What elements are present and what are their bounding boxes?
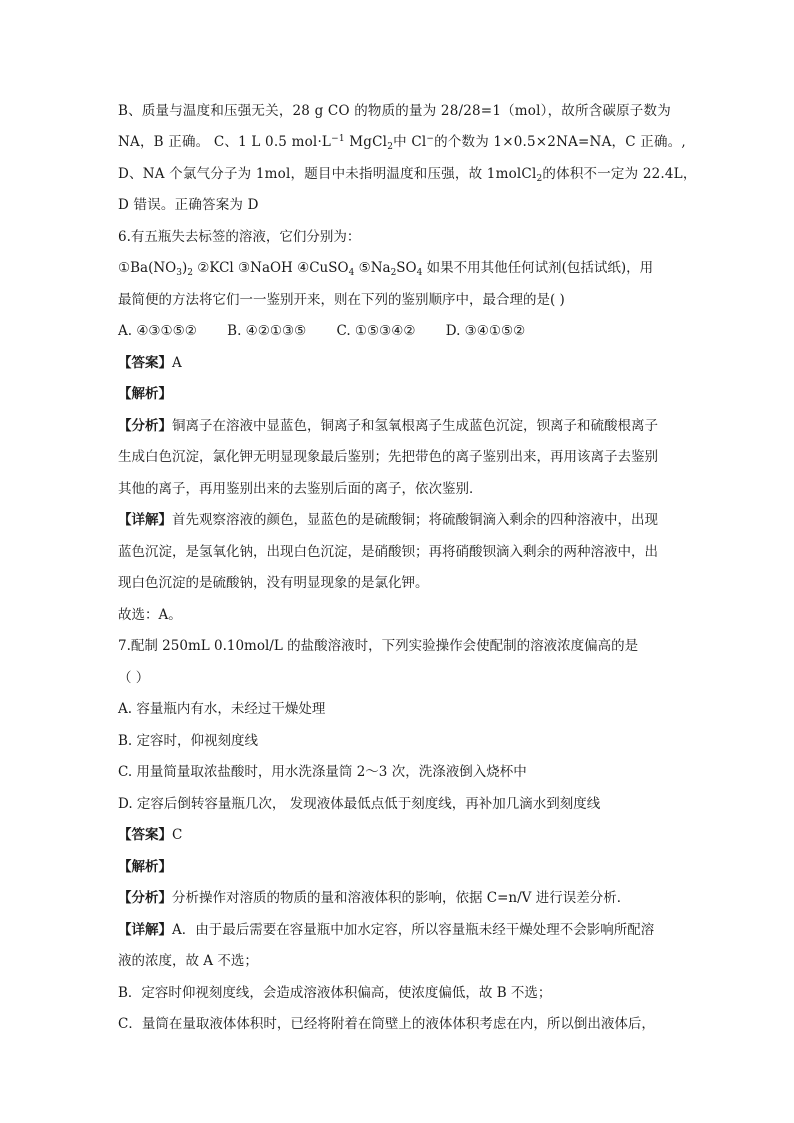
q7-detail-a-line2: 液的浓度，故 A 不选；	[118, 953, 258, 969]
q7-detail-b: B．定容时仰视刻度线，会造成溶液体积偏高，使浓度偏低，故 B 不选；	[118, 985, 552, 1001]
q6-option-b: B. ④②①③⑤	[227, 323, 307, 339]
q6-detail-line1: 【详解】首先观察溶液的颜色，显蓝色的是硫酸铜；将硫酸铜滴入剩余的四种溶液中，出现	[118, 512, 658, 528]
q5-explain-line4: D 错误。正确答案为 D	[118, 197, 259, 213]
q7-analysis-heading: 【解析】	[118, 859, 172, 875]
q7-answer: 【答案】C	[118, 827, 183, 843]
q7-option-b: B. 定容时，仰视刻度线	[118, 733, 259, 749]
q7-stem-line1: 7.配制 250mL 0.10mol/L 的盐酸溶液时，下列实验操作会使配制的溶液浓度偏高的是	[118, 638, 639, 654]
q7-fenxi-line1: 【分析】分析操作对溶质的物质的量和溶液体积的影响，依据 C=n/V 进行误差分析．	[118, 890, 631, 906]
q6-stem-line1: 6.有五瓶失去标签的溶液，它们分别为：	[118, 229, 361, 245]
q5-explain-line3: D、NA 个氯气分子为 1mol，题目中未指明温度和压强，故 1molCl$_2$的体积不一定为 22.4L，	[118, 166, 697, 184]
q6-detail-line2: 蓝色沉淀，是氢氧化钠，出现白色沉淀，是硝酸钡；再将硝酸钡滴入剩余的两种溶液中，出	[118, 544, 658, 560]
q7-stem-line2: （ ）	[118, 670, 150, 686]
q6-fenxi-line3: 其他的离子，再用鉴别出来的去鉴别后面的离子，依次鉴别．	[118, 481, 483, 497]
q6-option-c: C. ①⑤③④②	[336, 323, 416, 339]
q6-conclusion: 故选：A。	[118, 607, 182, 623]
q6-option-d: D. ③④①⑤②	[445, 323, 526, 339]
q6-analysis-heading: 【解析】	[118, 386, 172, 402]
q6-fenxi-line2: 生成白色沉淀，氯化钾无明显现象最后鉴别；先把带色的离子鉴别出来，再用该离子去鉴别	[118, 449, 658, 465]
q7-detail-a-line1: 【详解】A．由于最后需要在容量瓶中加水定容，所以容量瓶未经干燥处理不会影响所配溶	[118, 922, 655, 938]
q7-detail-c: C．量筒在量取液体体积时，已经将附着在筒壁上的液体体积考虑在内，所以倒出液体后，	[118, 1016, 655, 1032]
q6-detail-line3: 现白色沉淀的是硫酸钠，没有明显现象的是氯化钾。	[118, 575, 429, 591]
q6-option-a: A. ④③①⑤②	[118, 323, 197, 339]
q6-answer: 【答案】A	[118, 355, 182, 371]
q7-option-d: D. 定容后倒转容量瓶几次， 发现液体最低点低于刻度线，再补加几滴水到刻度线	[118, 796, 601, 812]
q6-options	[118, 321, 551, 341]
q7-option-c: C. 用量简量取浓盐酸时，用水洗涤量筒 2～3 次，洗涤液倒入烧杯中	[118, 764, 527, 780]
q6-fenxi-line1: 【分析】铜离子在溶液中显蓝色，铜离子和氢氧根离子生成蓝色沉淀，钡离子和硫酸根离子	[118, 418, 658, 434]
q5-explain-line1: B、质量与温度和压强无关，28 g CO 的物质的量为 28/28=1（mol），故所含碳原子数为	[118, 103, 671, 119]
q5-explain-line2: NA，B 正确。 C、1 L 0.5 $mol\cdot L^{-1}$ MgCl$_2$中 Cl−的个数为 1×0.5×2NA=NA，C 正确。,	[118, 134, 686, 152]
q6-stem-line3: 最简便的方法将它们一一鉴别开来，则在下列的鉴别顺序中，最合理的是( )	[118, 292, 565, 308]
q7-option-a: A. 容量瓶内有水，未经过干燥处理	[118, 701, 326, 717]
q6-stem-line2: $①Ba(NO_3)_2$ ②KCl ③NaOH ④CuSO$_4$ $⑤Na_2SO_4$ 如果不用其他任何试剂(包括试纸)，用	[118, 260, 654, 278]
